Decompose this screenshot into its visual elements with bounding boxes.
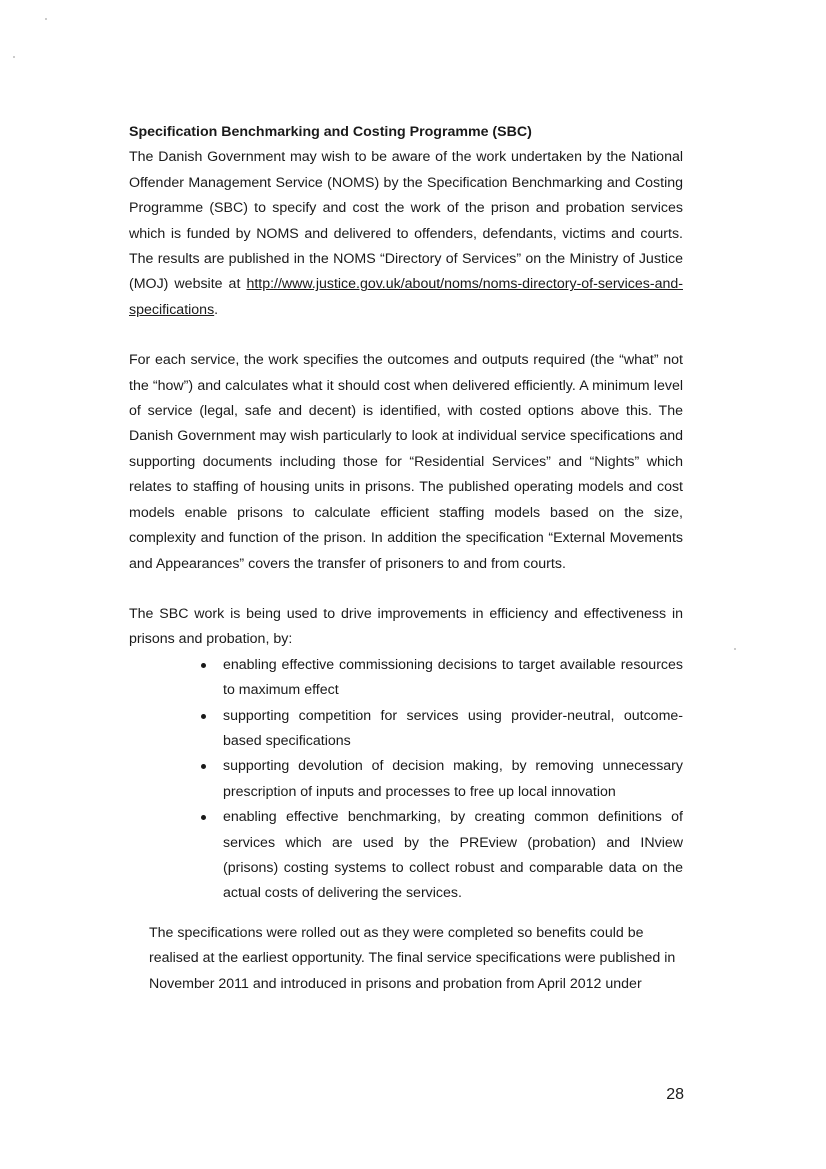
section-heading: Specification Benchmarking and Costing Programme (SBC) (129, 124, 532, 140)
benefits-list (129, 653, 683, 907)
list-item-text: supporting competition for services using provider-neutral, outcome-based specifications (223, 707, 683, 749)
bullet-icon (201, 764, 206, 769)
paragraph-service-specs: For each service, the work specifies the outcomes and outputs required (the “what” not the “how”) and calculates what it should cost when delivered efficiently. A minimum level of service (legal, safe and decent) is identified, with costed options above this. The Danish Government may wish particularly to look at individual service specifications and supporting documents including those for “Residential Services” and “Nights” which relates to staffing of housing units in prisons. The published operating models and cost models enable prisons to calculate efficient staffing models based on the size, complexity and function of the prison. In addition the specification “External Movements and Appearances” covers the transfer of prisoners to and from courts. (129, 352, 683, 572)
bullet-icon (201, 815, 206, 820)
scan-speck (45, 18, 47, 20)
list-item (223, 805, 683, 907)
list-item-text: supporting devolution of decision making, by removing unnecessary prescription of inputs and processes to free up local innovation (223, 758, 683, 800)
bullet-icon (201, 714, 206, 719)
list-item (223, 754, 683, 805)
list-item (223, 653, 683, 704)
document-body (129, 120, 683, 997)
paragraph-rollout: The specifications were rolled out as they were completed so benefits could be realised at the earliest opportunity. The final service specifications were published in November 2011 and introduced in prisons and probation from April 2012 under (149, 924, 676, 992)
scan-speck (734, 648, 736, 650)
list-item-text: enabling effective commissioning decisions to target available resources to maximum effect (223, 656, 683, 699)
directory-of-services-link[interactable]: http://www.justice.gov.uk/about/noms/noms-directory-of-services-and-specifications (129, 276, 683, 318)
bullet-icon (201, 663, 206, 668)
paragraph-intro-text: The Danish Government may wish to be aware of the work undertaken by the National Offender Management Service (NOMS) by the Specification Benchmarking and Costing Programme (SBC) to specify and cost the work of the prison and probation services which is funded by NOMS and delivered to offenders, defendants, victims and courts. The results are published in the NOMS “Directory of Services” on the Ministry of Justice (MOJ) website at (129, 149, 683, 293)
scan-speck (13, 56, 15, 58)
paragraph-intro-end: . (214, 301, 219, 318)
page-number: 28 (666, 1086, 684, 1103)
paragraph-sbc-work: The SBC work is being used to drive improvements in efficiency and effectiveness in prisons and probation, by: (129, 605, 683, 648)
list-item-text: enabling effective benchmarking, by creating common definitions of services which are used by the PREview (probation) and INview (prisons) costing systems to collect robust and comparable data on the actual costs of delivering the services. (223, 809, 683, 902)
paragraph-intro (129, 145, 683, 323)
list-item (223, 704, 683, 755)
